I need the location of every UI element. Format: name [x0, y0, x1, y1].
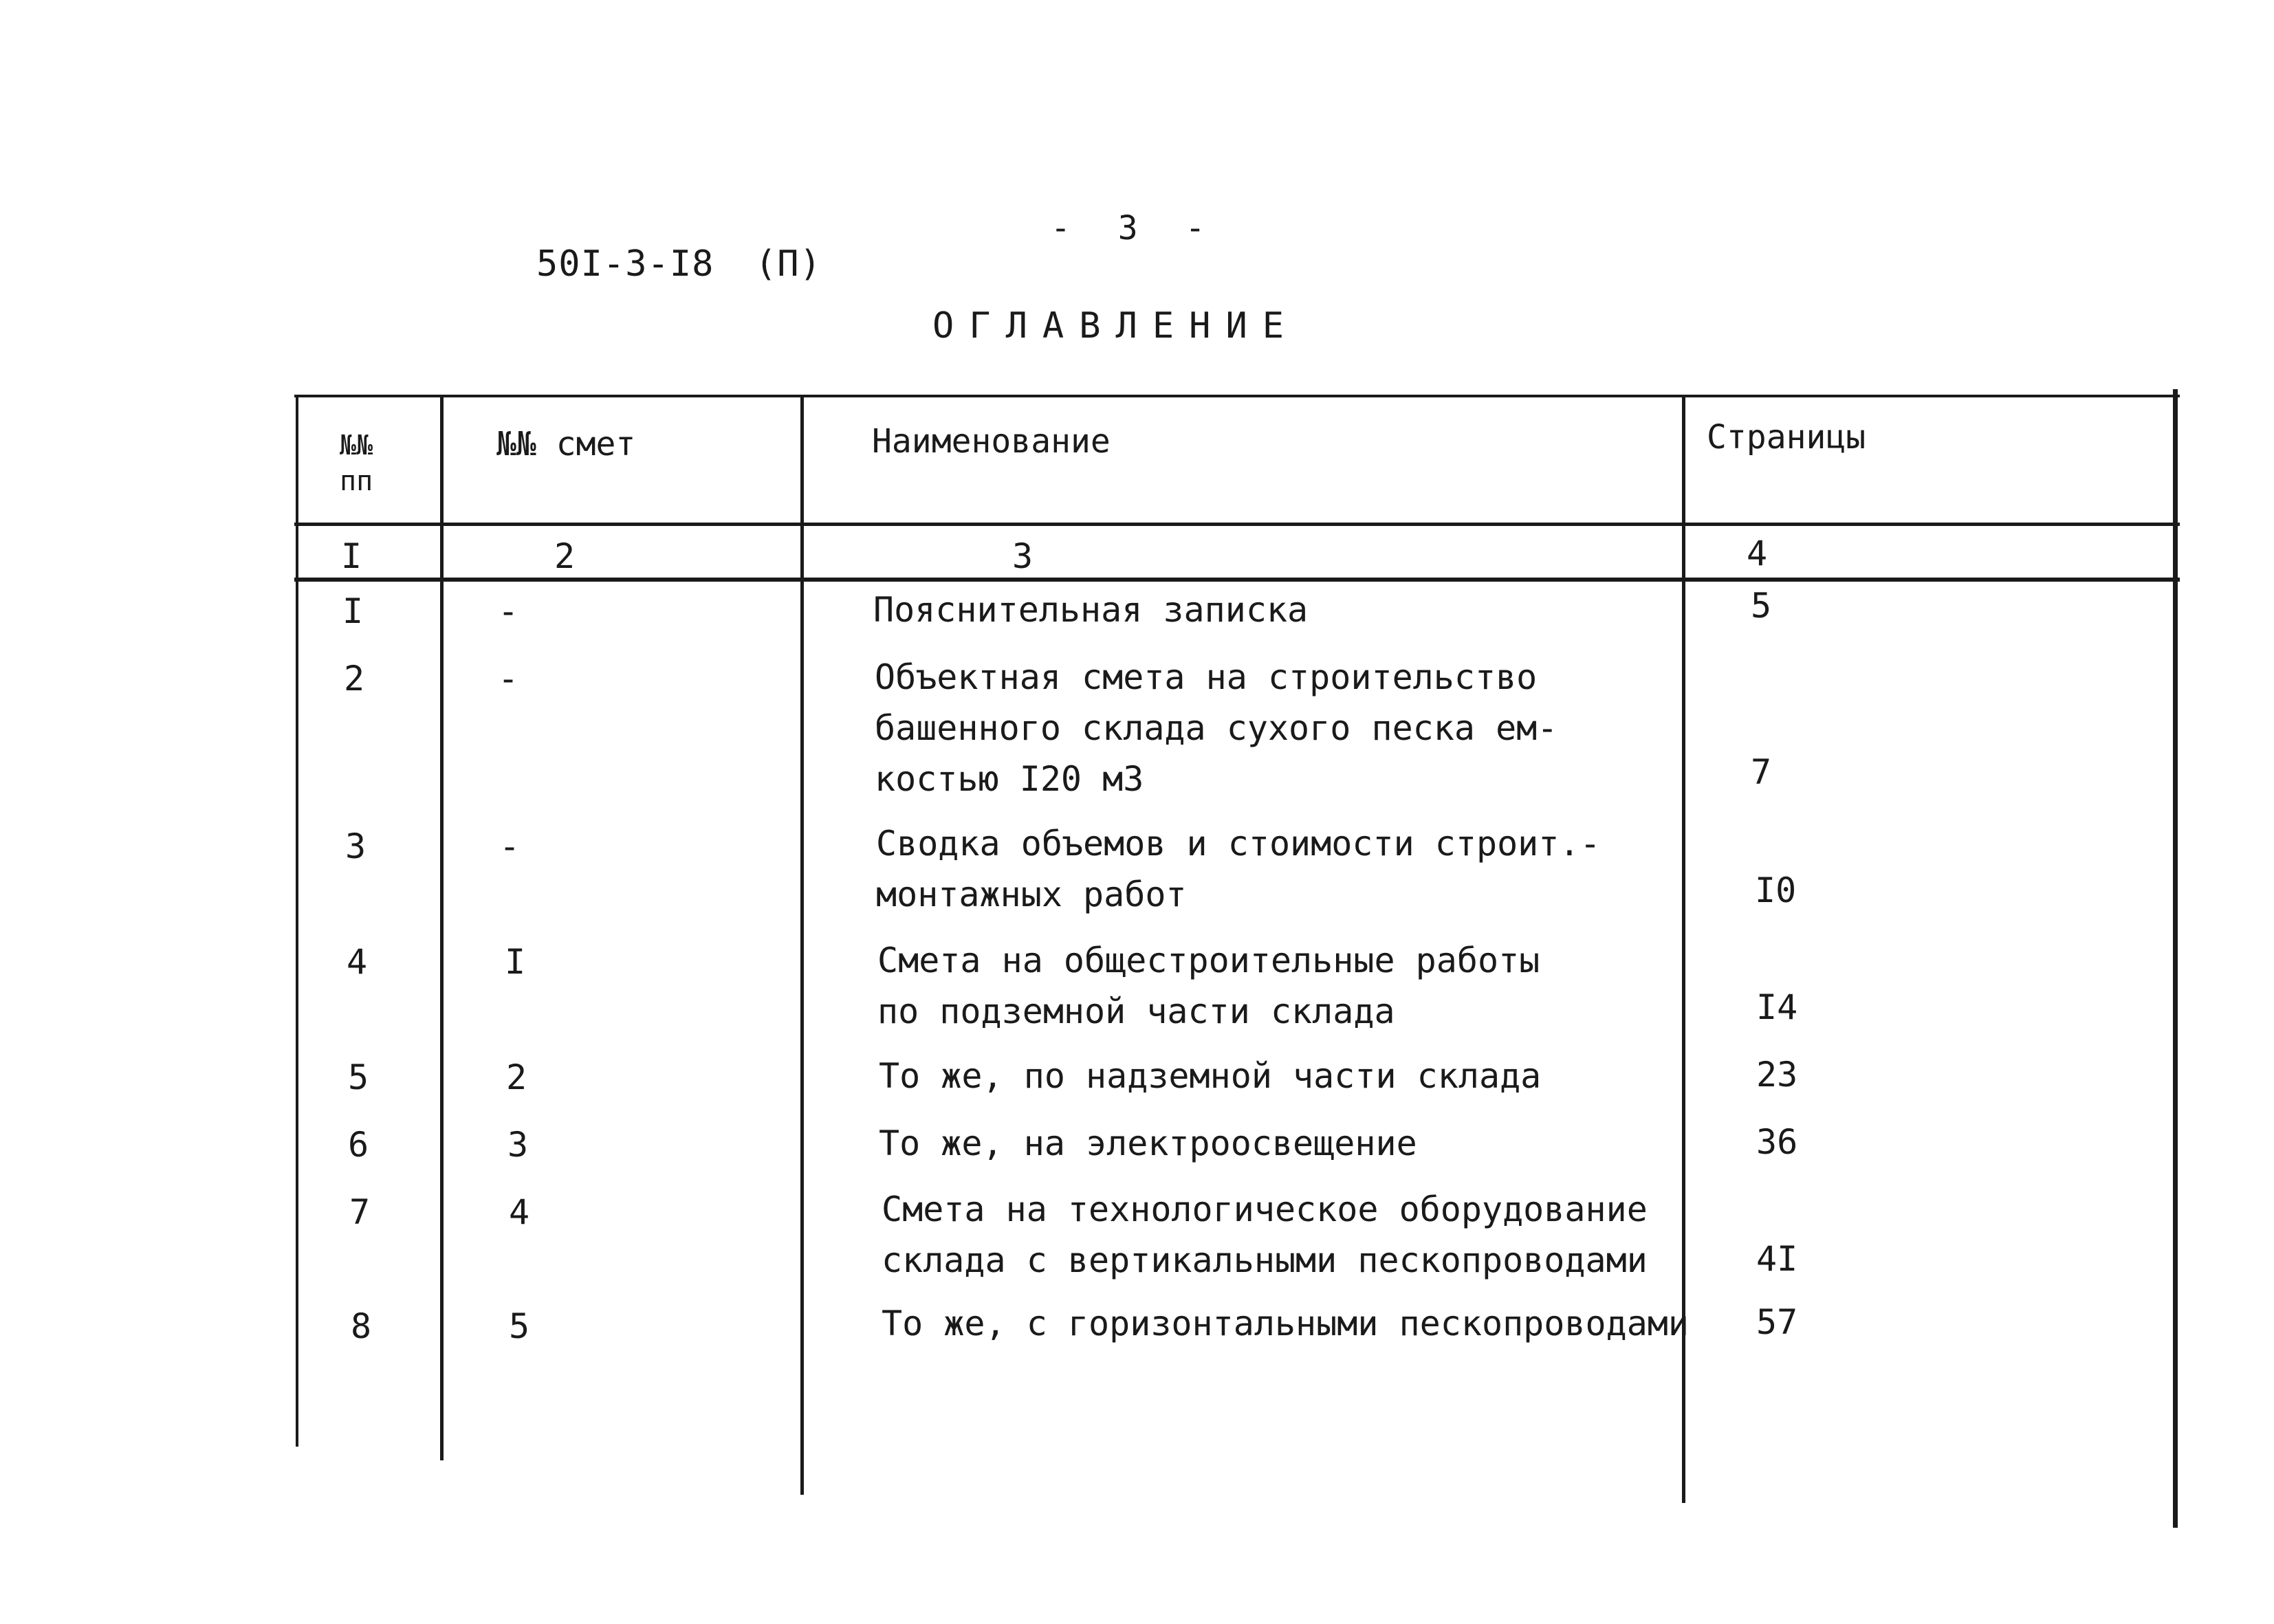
estimate-number: 5 [509, 1306, 530, 1346]
page-number: 5 [1751, 586, 1772, 626]
header-name: Наименование [872, 422, 1111, 461]
document-suffix: (П) [755, 243, 822, 285]
item-name: Смета на технологическое оборудование склада с вертикальными пескопроводами [882, 1189, 1648, 1280]
header-bottom-border [294, 523, 2180, 526]
row-number: 7 [349, 1192, 371, 1232]
row-number: 6 [348, 1125, 369, 1165]
estimate-number: 3 [507, 1125, 529, 1165]
item-name: То же, на электроосвещение [879, 1123, 1417, 1163]
row-number: 8 [351, 1306, 372, 1346]
row-number: I [342, 591, 364, 631]
row-number: 2 [344, 659, 365, 699]
item-name: Пояснительная записка [873, 590, 1309, 630]
column-divider-1 [440, 395, 444, 1460]
estimate-number: - [498, 591, 519, 631]
page-title: ОГЛАВЛЕНИЕ [932, 305, 1300, 347]
page-number: 57 [1756, 1302, 1798, 1342]
column-number-4: 4 [1747, 534, 1768, 573]
page-number: 4I [1756, 1239, 1798, 1279]
item-name: То же, по надземной части склада [879, 1056, 1542, 1096]
page-marker: - 3 - [1051, 209, 1205, 248]
column-divider-2 [800, 395, 804, 1495]
item-name: То же, с горизонтальными пескопроводами [882, 1304, 1689, 1343]
row-number: 4 [347, 942, 368, 982]
table-left-border [296, 395, 298, 1447]
item-name: Объектная смета на строительство башенного склада сухого песка ем- костью I20 м3 [875, 657, 1558, 799]
page-number: I0 [1755, 870, 1797, 910]
page-number: 23 [1756, 1055, 1798, 1095]
header-row-number: №№ пп [340, 430, 373, 497]
estimate-number: 2 [506, 1057, 527, 1097]
document-number: 50I-3-I8 [536, 243, 714, 285]
estimate-number: I [505, 942, 526, 982]
estimate-number: - [499, 826, 521, 866]
estimate-number: 4 [509, 1192, 530, 1232]
column-number-3: 3 [1012, 536, 1034, 576]
item-name: Сводка объемов и стоимости строит.- монтажных работ [876, 824, 1601, 914]
page-number: 7 [1751, 752, 1772, 792]
item-name: Смета на общестроительные работы по подземной части склада [877, 941, 1540, 1031]
column-numbers-bottom-border [294, 578, 2180, 582]
header-pages: Страницы [1707, 418, 1866, 457]
page-number: 36 [1756, 1122, 1798, 1162]
estimate-number: - [498, 659, 519, 699]
column-number-1: I [341, 536, 362, 576]
header-estimate-number: №№ смет [496, 425, 636, 463]
column-number-2: 2 [554, 536, 576, 576]
table-top-border [294, 395, 2180, 397]
page-number: I4 [1756, 987, 1798, 1027]
row-number: 3 [345, 826, 367, 866]
row-number: 5 [348, 1057, 369, 1097]
table-right-border [2173, 389, 2178, 1528]
